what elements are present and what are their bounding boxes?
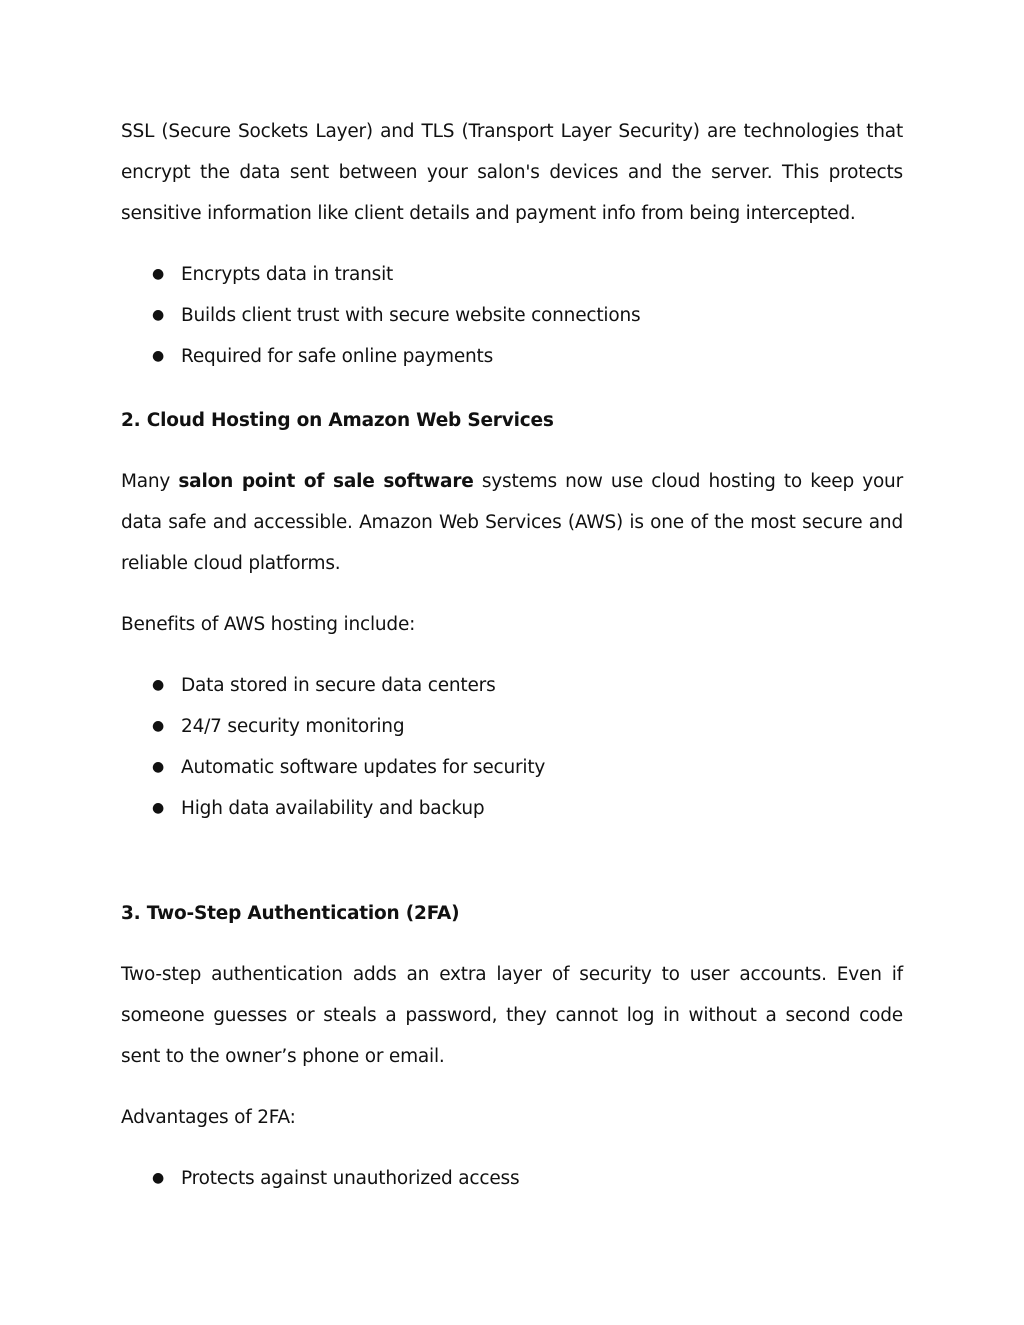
twofa-advantages-intro: Advantages of 2FA: xyxy=(121,1107,296,1128)
list-item xyxy=(121,254,903,295)
aws-paragraph-suffix: systems now use cloud hosting to keep your data safe and accessible. Amazon Web Services (AWS) is one of the most secure and reliable cloud platforms. xyxy=(121,471,903,574)
ssl-bullet-list xyxy=(121,254,903,377)
aws-paragraph-prefix: Many xyxy=(121,471,179,492)
aws-benefits-intro: Benefits of AWS hosting include: xyxy=(121,614,416,635)
list-item-text: Protects against unauthorized access xyxy=(181,1168,520,1189)
ssl-paragraph: SSL (Secure Sockets Layer) and TLS (Transport Layer Security) are technologies that encrypt the data sent between your salon's devices and the server. This protects sensitive information like client details and payment info from being intercepted. xyxy=(121,121,903,224)
bullet-icon: ● xyxy=(152,348,165,364)
twofa-bullet-list xyxy=(121,1158,903,1199)
aws-heading: 2. Cloud Hosting on Amazon Web Services xyxy=(121,410,554,431)
list-item xyxy=(121,1158,903,1199)
bullet-icon: ● xyxy=(152,1170,165,1186)
aws-bullet-list xyxy=(121,665,903,829)
bullet-icon: ● xyxy=(152,307,165,323)
bullet-icon: ● xyxy=(152,718,165,734)
list-item-text: High data availability and backup xyxy=(181,798,485,819)
list-item xyxy=(121,788,903,829)
bullet-icon: ● xyxy=(152,759,165,775)
bullet-icon: ● xyxy=(152,266,165,282)
list-item-text: Encrypts data in transit xyxy=(181,264,394,285)
list-item-text: 24/7 security monitoring xyxy=(181,716,405,737)
list-item xyxy=(121,747,903,788)
list-item-text: Required for safe online payments xyxy=(181,346,494,367)
twofa-heading: 3. Two-Step Authentication (2FA) xyxy=(121,903,460,924)
document-page xyxy=(121,111,903,1199)
twofa-paragraph: Two-step authentication adds an extra layer of security to user accounts. Even if someone guesses or steals a password, they cannot log in without a second code sent to the owner’s phone or email. xyxy=(121,964,903,1067)
list-item-text: Data stored in secure data centers xyxy=(181,675,496,696)
list-item-text: Builds client trust with secure website connections xyxy=(181,305,641,326)
list-item-text: Automatic software updates for security xyxy=(181,757,546,778)
list-item xyxy=(121,295,903,336)
aws-paragraph-bold: salon point of sale software xyxy=(178,471,474,492)
list-item xyxy=(121,665,903,706)
list-item xyxy=(121,706,903,747)
bullet-icon: ● xyxy=(152,677,165,693)
list-item xyxy=(121,336,903,377)
bullet-icon: ● xyxy=(152,800,165,816)
aws-paragraph xyxy=(121,461,903,584)
